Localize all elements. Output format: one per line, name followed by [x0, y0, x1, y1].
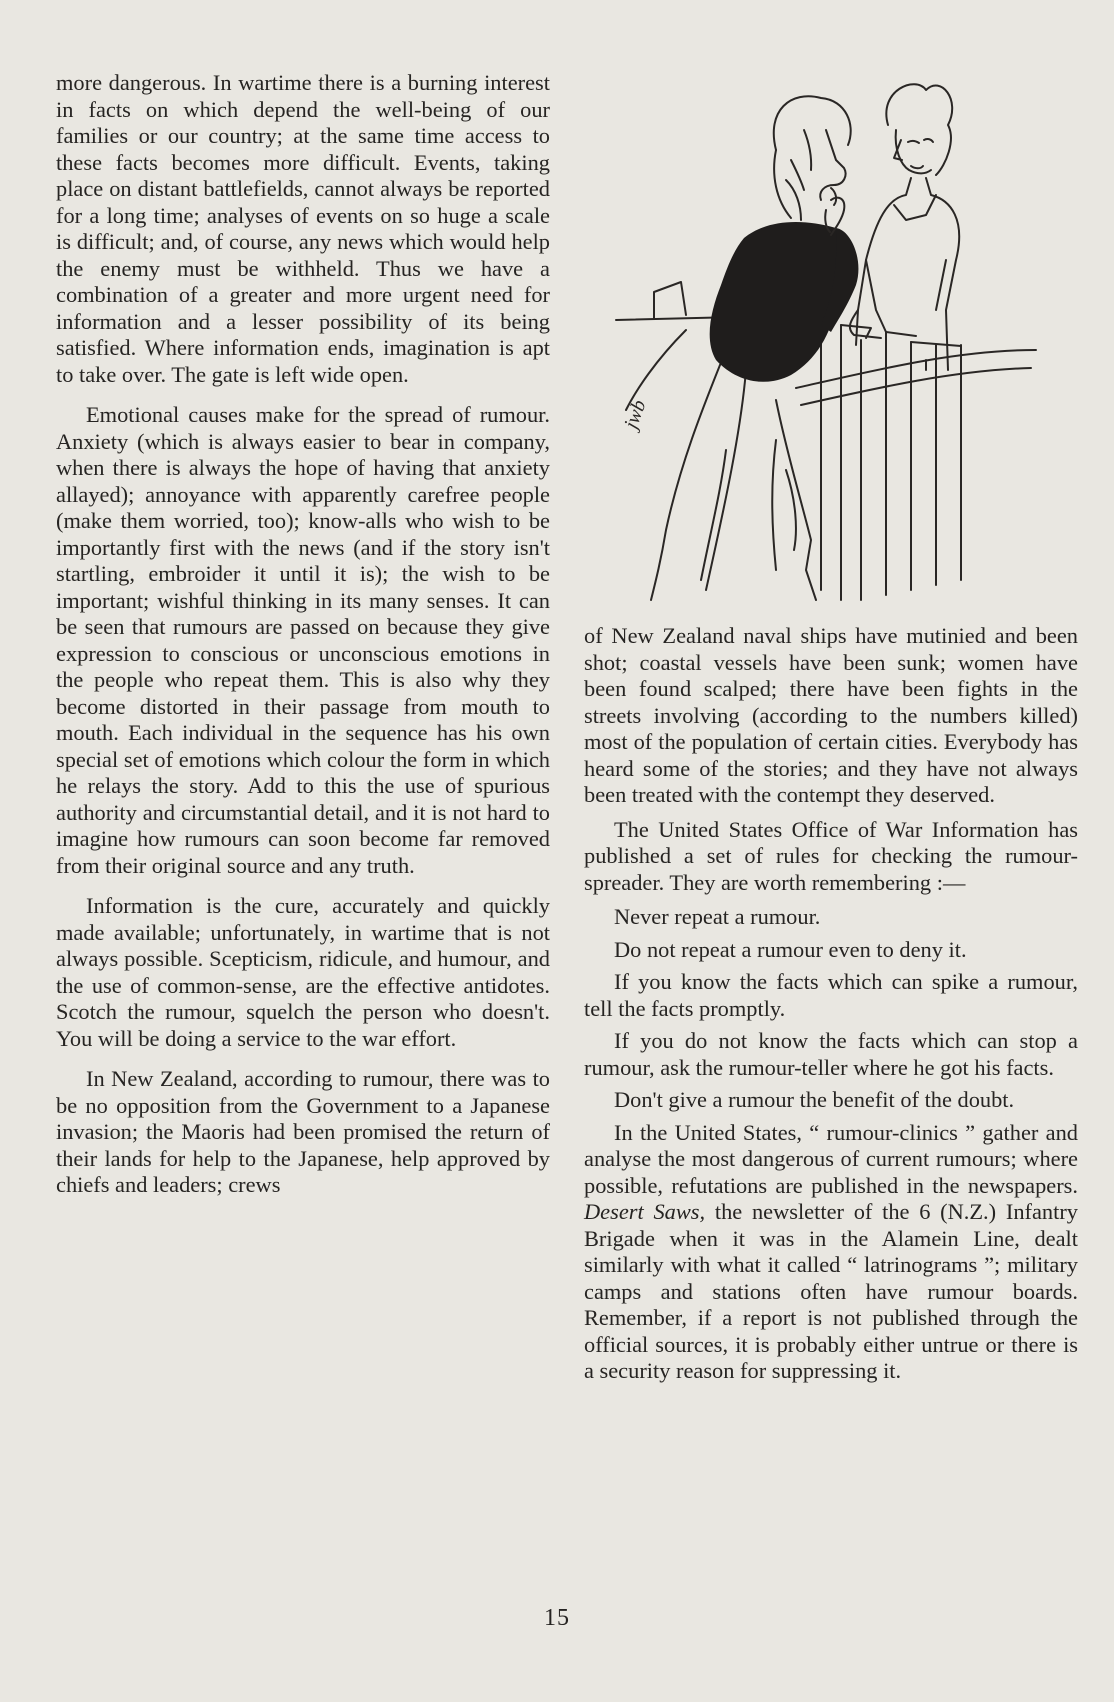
paragraph-rumour-list-continued: of New Zealand naval ships have mutinied and been shot; coastal vessels have been sunk; women have been found scalped; there have been fights in the streets involving (according to the numbers killed) most of the population of certain cities. Everybody has heard some of the stories; and they have not always been treated with the contempt they deserved.	[584, 623, 1078, 807]
desert-saws-title: Desert Saws,	[584, 1199, 706, 1224]
cartoon-illustration	[620, 70, 1076, 610]
paragraph-emotional-causes: Emotional causes make for the spread of rumour. Anxiety (which is always easier to bear in company, when there is always the hope of having that anxiety allayed); annoyance with apparently carefree people (make them worried, too); know-alls who wish to be importantly first with the news (and if the story isn't startling, embroider it until it is); the wish to be important; wishful thinking in its many senses. It can be seen that rumours are passed on because they give expression to conscious or unconscious emotions in the people who repeat them. This is also why they become distorted in their passage from mouth to mouth. Each individual in the sequence has his own special set of emotions which colour the form in which he relays the story. Add to this the use of spurious authority and circumstantial detail, and it is not hard to imagine how rumours can soon become far removed from their original source and any truth.	[56, 402, 550, 878]
paragraph-owi-intro: The United States Office of War Information has published a set of rules for checking the rumour-spreader. They are worth remembering :—	[584, 816, 1078, 895]
rule-item: Do not repeat a rumour even to deny it.	[614, 936, 967, 962]
right-column	[584, 623, 1078, 1399]
rule-item: If you know the facts which can spike a rumour, tell the facts promptly.	[584, 969, 1078, 1021]
left-column	[56, 70, 550, 1213]
page-number: 15	[544, 1605, 570, 1631]
paragraph-information-cure: Information is the cure, accurately and quickly made available; unfortunately, in wartime that is not always possible. Scepticism, ridicule, and humour, and the use of common-sense, are the effective antidotes. Scotch the rumour, squelch the person who doesn't. You will be doing a service to the war effort.	[56, 893, 550, 1051]
paragraph-wartime-information: more dangerous. In wartime there is a burning interest in facts on which depend the well-being of our families or our country; at the same time access to these facts becomes more difficult. Events, taking place on distant battlefields, cannot always be reported for a long time; analyses of events on so huge a scale is difficult; and, of course, any news which would help the enemy must be withheld. Thus we have a combination of a greater and more urgent need for information and a lesser possibility of its being satisfied. Where information ends, imagination is apt to take over. The gate is left wide open.	[56, 70, 550, 387]
rumour-clinics-text-continued: the newsletter of the 6 (N.Z.) Infantry Brigade when it was in the Alamein Line, dealt similarly with what it called “ latrinograms ”; military camps and stations often have rumour boards. Remember, if a report is not published through the official sources, it is probably either untrue or there is a security reason for suppressing it.	[584, 1199, 1078, 1383]
paragraph-rumour-clinics	[584, 1120, 1078, 1385]
rule-item: Don't give a rumour the benefit of the doubt.	[614, 1087, 1015, 1112]
rule-item: Never repeat a rumour.	[614, 904, 821, 929]
paragraph-new-zealand-rumours: In New Zealand, according to rumour, there was to be no opposition from the Government to a Japanese invasion; the Maoris had been promised the return of their lands for help to the Japanese, help approved by chiefs and leaders; crews	[56, 1066, 550, 1197]
rule-item: If you do not know the facts which can stop a rumour, ask the rumour-teller where he got his facts.	[584, 1028, 1078, 1080]
artist-signature: jwb	[620, 397, 651, 432]
gossiping-women-drawing	[620, 70, 1076, 610]
rumour-clinics-text: In the United States, “ rumour-clinics ” gather and analyse the most dangerous of current rumours; where possible, refutations are published in the newspapers.	[584, 1119, 1078, 1198]
